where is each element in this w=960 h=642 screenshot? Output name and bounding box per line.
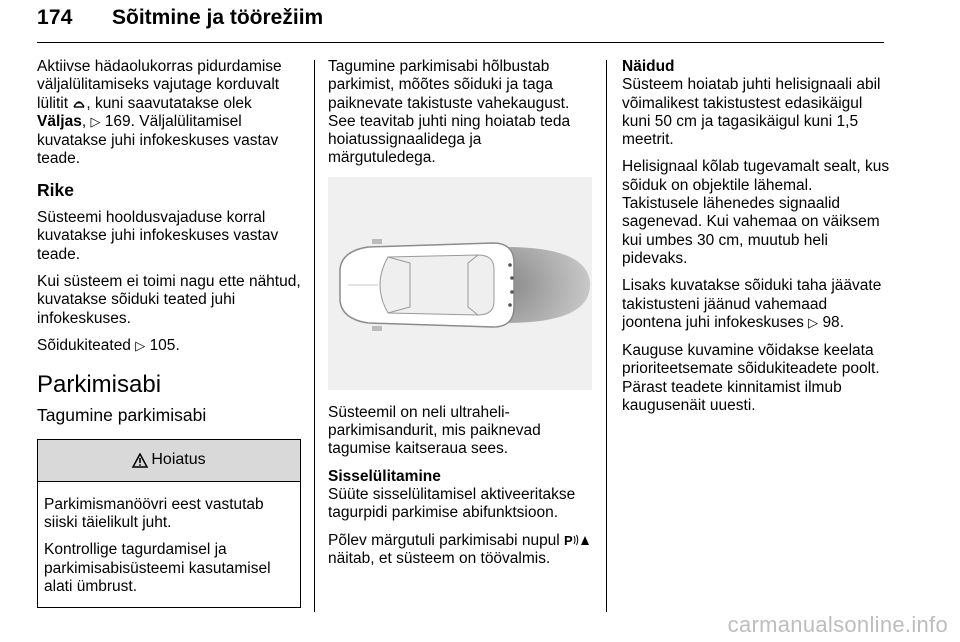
warning-header <box>38 440 300 482</box>
warning-body <box>38 482 300 607</box>
paragraph: Helisignaal kõlab tugevamalt sealt, kus sõiduk on objektile lähemal. Takistusele lähenedes signaalid sagenevad. Kui vahemaa on väiksem kui umbes 30 cm, muutub heli pidevaks. <box>622 158 890 267</box>
sensor-dot <box>508 303 512 307</box>
chapter-heading: Parkimisabi <box>37 371 162 399</box>
car-top-view-illustration <box>328 177 592 390</box>
paragraph: Tagumine parkimisabi hõlbustab parkimist, mõõtes sõiduki ja taga paiknevate takistuste vahekaugust. See teavitab juhti ning hoiatab teda hoiatussignaalidega ja märgutuledega. <box>328 58 571 167</box>
collision-warning-icon <box>72 96 86 108</box>
page-reference[interactable]: 169 <box>104 112 131 130</box>
column-divider <box>314 60 315 612</box>
paragraph: Sõidukiteated ▷ 105. <box>37 336 180 354</box>
column-2 <box>328 58 593 577</box>
paragraph: Kauguse kuvamine võidakse keelata prioriteetsemate sõidukiteadete poolt. Pärast teadete kinnitamist ilmub kaugusenäit uuesti. <box>622 342 880 415</box>
parking-assist-icon <box>564 533 590 547</box>
page-header <box>37 4 884 43</box>
page-ref-arrow-icon: ▷ <box>135 338 146 354</box>
warning-triangle-icon <box>132 453 148 468</box>
page-ref-arrow-icon: ▷ <box>90 114 101 130</box>
column-1 <box>37 58 305 608</box>
section-heading: Rike <box>37 179 74 200</box>
warning-title: Hoiatus <box>151 451 206 469</box>
paragraph: Süüte sisselülitamisel aktiveeritakse tagurpidi parkimise abifunktsioon. <box>328 485 576 522</box>
paragraph: Süsteemi hooldusvajaduse korral kuvatakse juhi infokeskuses vastav teade. <box>37 209 279 263</box>
svg-text:P: P <box>564 532 573 547</box>
car-roof <box>380 255 494 315</box>
paragraph: Süsteem hoiatab juhti helisignaali abil võimalikest takistustest edasikäigul kuni 50 cm ja tagasikäigul kuni 1,5 meetrit. <box>622 76 881 149</box>
page-reference[interactable]: 105 <box>149 336 176 354</box>
subsection-heading: Sisselülitamine <box>328 467 441 485</box>
chapter-title: Sõitmine ja töörežiim <box>112 6 324 29</box>
sensor-dot <box>510 290 514 294</box>
paragraph: Aktiivse hädaolukorras pidurdamise väljalülitamiseks vajutage korduvalt lülitit , kuni saavutatakse olek Väljas, ▷ 169. Väljalülitamisel kuvatakse juhi infokeskuses vastav teade. <box>37 58 282 168</box>
sensor-dot <box>508 263 512 267</box>
state-label: Väljas <box>37 112 82 130</box>
watermark: carmanualsonline.info <box>727 612 948 637</box>
subsection-heading: Näidud <box>622 58 675 75</box>
warning-text: Kontrollige tagurdamisel ja parkimisabisüsteemi kasutamisel alati ümbrust. <box>44 541 271 595</box>
column-3 <box>622 58 890 424</box>
page-ref-arrow-icon: ▷ <box>808 315 819 331</box>
parking-sensor-figure <box>328 177 592 390</box>
warning-box <box>37 439 301 608</box>
paragraph: Põlev märgutuli parkimisabi nupul P näitab, et süsteem on töövalmis. <box>328 532 593 569</box>
sensor-dot <box>510 276 514 280</box>
page-reference[interactable]: 98 <box>822 313 840 331</box>
paragraph: Lisaks kuvatakse sõiduki taha jäävate takistusteni jäänud vahemaad joontena juhi infokeskuses ▷ 98. <box>622 277 882 331</box>
subsection-heading: Tagumine parkimisabi <box>37 405 207 426</box>
sensor-zone <box>506 247 590 323</box>
figure-caption: Süsteemil on neli ultraheli-parkimisandurit, mis paiknevad tagumise kaitseraua sees. <box>328 403 541 458</box>
paragraph: Kui süsteem ei toimi nagu ette nähtud, kuvatakse sõiduki teated juhi infokeskuses. <box>37 272 301 327</box>
column-divider <box>606 60 607 612</box>
page-number: 174 <box>37 6 73 29</box>
warning-text: Parkimismanöövri eest vastutab siiski täielikult juht. <box>44 495 264 532</box>
